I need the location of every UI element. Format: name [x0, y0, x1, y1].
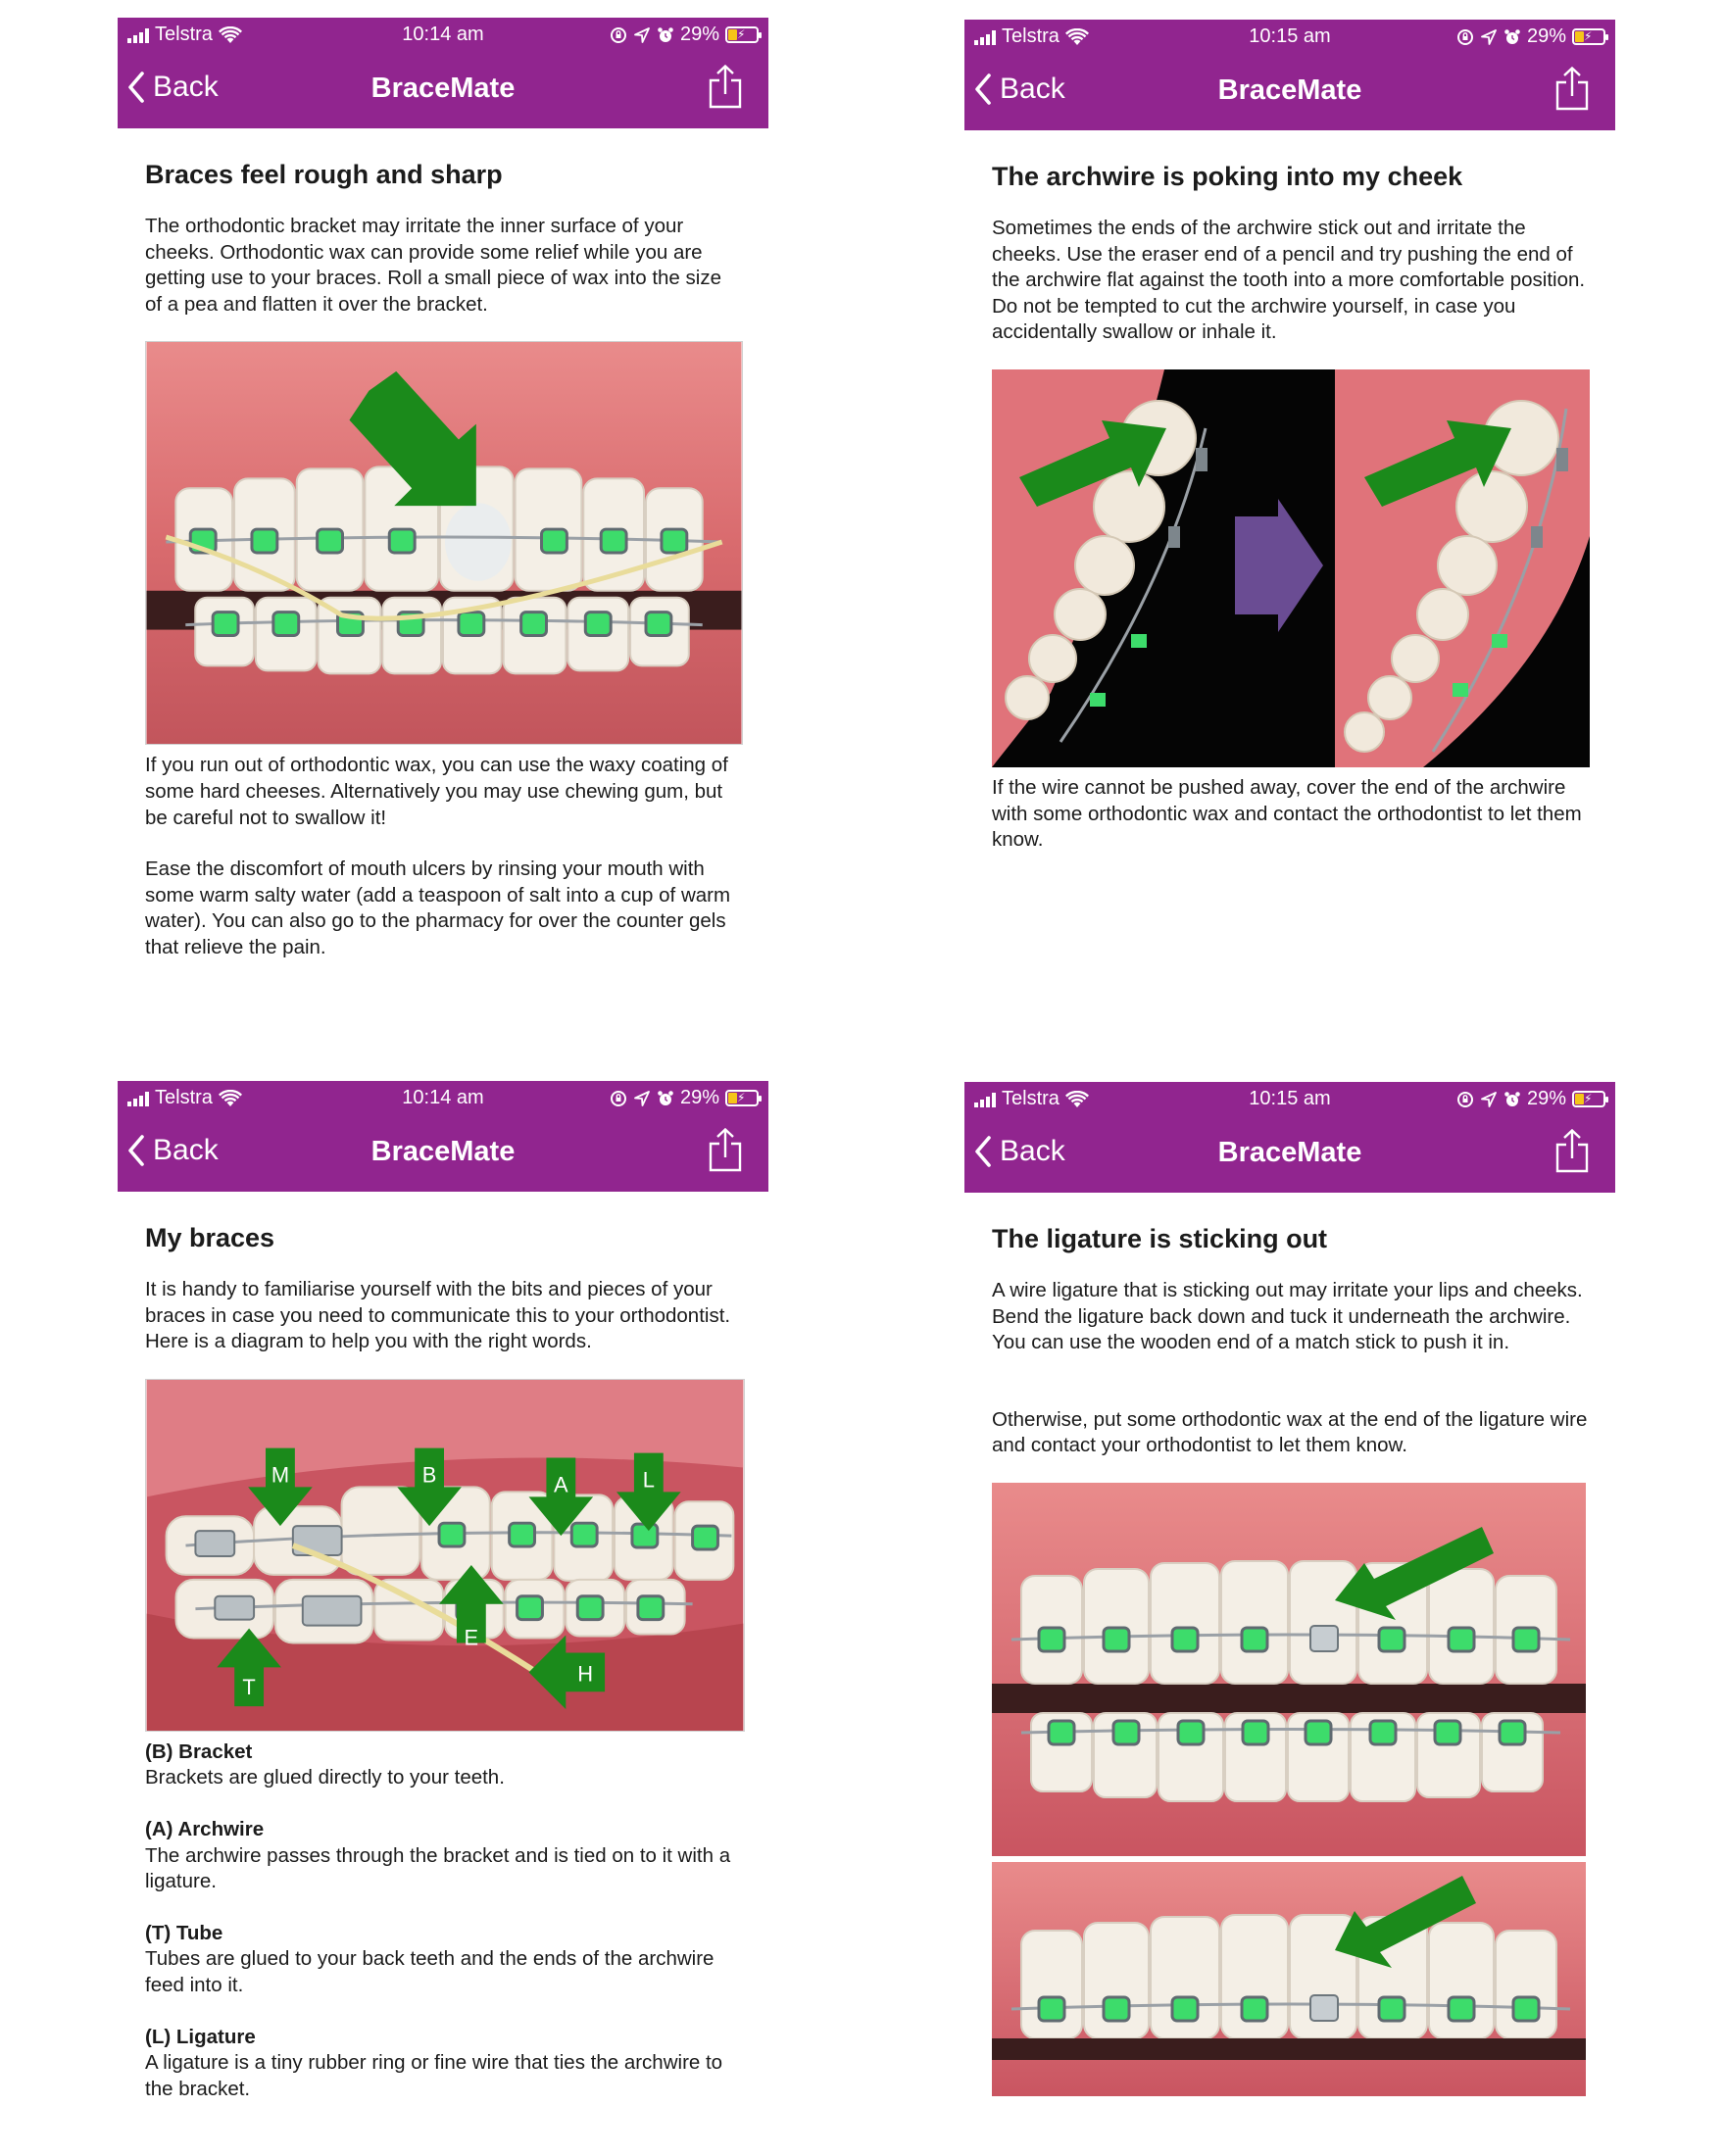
battery-charging-icon: ⚡	[725, 26, 759, 43]
label-b: B	[421, 1462, 437, 1488]
status-bar	[964, 1082, 1615, 1115]
nav-bar	[964, 53, 1615, 130]
back-label: Back	[1000, 73, 1065, 105]
app-header	[118, 1081, 768, 1192]
back-label: Back	[153, 71, 219, 103]
carrier-label: Telstra	[1002, 1088, 1060, 1109]
term-desc: Brackets are glued directly to your teeth.	[145, 1766, 505, 1789]
term-title: (T) Tube	[145, 1921, 223, 1944]
alarm-icon	[1503, 28, 1521, 46]
battery-percent: 29%	[1526, 25, 1566, 47]
term-title: (L) Ligature	[145, 2025, 256, 2048]
article-paragraph: If you run out of orthodontic wax, you can use the waxy coating of some hard cheeses. Alternatively you may use chewing gum, but be careful not to swallow it!	[145, 754, 728, 829]
status-bar	[118, 18, 768, 51]
article-paragraph: Otherwise, put some orthodontic wax at the end of the ligature wire and contact your orthodontist to let them know.	[992, 1407, 1588, 1457]
term-desc: Tubes are glued to your back teeth and the ends of the archwire feed into it.	[145, 1947, 715, 1996]
back-button[interactable]	[127, 71, 219, 104]
chevron-left-icon	[974, 73, 992, 106]
label-a: A	[554, 1472, 568, 1497]
carrier-label: Telstra	[155, 1087, 213, 1108]
alarm-icon	[657, 1090, 674, 1107]
article-paragraph: A wire ligature that is sticking out may irritate your lips and cheeks. Bend the ligature back down and tuck it underneath the archwire. You can use the wooden end of a match stick to push it in.	[992, 1279, 1583, 1354]
battery-charging-icon: ⚡	[1572, 1091, 1605, 1107]
share-icon[interactable]	[1554, 1129, 1590, 1174]
screen-my-braces	[118, 1081, 768, 2139]
nav-bar	[964, 1115, 1615, 1193]
braces-parts-diagram	[145, 1379, 745, 1732]
article-heading: The archwire is poking into my cheek	[992, 162, 1463, 191]
article	[145, 158, 743, 961]
term-block	[145, 2025, 743, 2103]
term-desc: A ligature is a tiny rubber ring or fine wire that ties the archwire to the bracket.	[145, 2051, 723, 2100]
archwire-before-after-photo	[992, 369, 1590, 767]
screen-rough-sharp	[118, 18, 768, 1076]
braces-wax-photo	[145, 341, 743, 745]
term-title: (B) Bracket	[145, 1740, 253, 1763]
back-button[interactable]	[127, 1134, 219, 1167]
carrier-label: Telstra	[1002, 25, 1060, 47]
app-title: BraceMate	[370, 1136, 516, 1167]
ligature-before-after-photos	[992, 1483, 1586, 2096]
status-time: 10:15 am	[1249, 1088, 1331, 1109]
label-m: M	[271, 1462, 290, 1488]
term-desc: The archwire passes through the bracket and is tied on to it with a ligature.	[145, 1843, 731, 1893]
battery-charging-icon: ⚡	[725, 1090, 759, 1106]
orientation-lock-icon	[610, 26, 627, 44]
app-header	[118, 18, 768, 128]
orientation-lock-icon	[1456, 28, 1474, 46]
label-t: T	[242, 1674, 256, 1699]
location-icon	[633, 26, 651, 44]
article-paragraph: Ease the discomfort of mouth ulcers by rinsing your mouth with some warm salty water (add a teaspoon of salt into a cup of warm water). You can also go to the pharmacy for over the counter gels that relieve the pain.	[145, 858, 731, 958]
label-l: L	[642, 1467, 655, 1493]
location-icon	[1480, 1091, 1498, 1108]
battery-percent: 29%	[679, 24, 719, 45]
article-heading: Braces feel rough and sharp	[145, 160, 503, 189]
app-title: BraceMate	[1217, 74, 1362, 106]
article-heading: The ligature is sticking out	[992, 1224, 1328, 1253]
label-e: E	[464, 1625, 479, 1650]
article-paragraph: The orthodontic bracket may irritate the inner surface of your cheeks. Orthodontic wax can provide some relief while you are getting use to your braces. Roll a small piece of wax into the size of a pea and flatten it over the bracket.	[145, 215, 721, 316]
article-paragraph: If the wire cannot be pushed away, cover the end of the archwire with some orthodontic wax and contact the orthodontist to let them know.	[992, 775, 1582, 852]
app-header	[964, 1082, 1615, 1193]
back-button[interactable]	[974, 73, 1065, 106]
orientation-lock-icon	[610, 1090, 627, 1107]
share-icon[interactable]	[708, 65, 743, 110]
app-title: BraceMate	[1217, 1137, 1362, 1168]
location-icon	[633, 1090, 651, 1107]
article-heading: My braces	[145, 1223, 275, 1252]
term-block	[145, 1921, 743, 1999]
back-label: Back	[1000, 1135, 1065, 1167]
battery-percent: 29%	[1526, 1088, 1566, 1109]
nav-bar	[118, 51, 768, 128]
share-icon[interactable]	[1554, 67, 1590, 112]
article	[145, 1221, 743, 2102]
orientation-lock-icon	[1456, 1091, 1474, 1108]
chevron-left-icon	[127, 1134, 145, 1167]
alarm-icon	[657, 26, 674, 44]
back-button[interactable]	[974, 1135, 1065, 1168]
term-block	[145, 1740, 743, 1791]
status-bar	[118, 1081, 768, 1114]
app-title: BraceMate	[370, 73, 516, 104]
battery-charging-icon: ⚡	[1572, 28, 1605, 45]
screen-ligature-sticking-out	[964, 1082, 1615, 2140]
status-time: 10:14 am	[402, 24, 484, 45]
app-header	[964, 20, 1615, 130]
status-time: 10:15 am	[1249, 25, 1331, 47]
article-intro: It is handy to familiarise yourself with the bits and pieces of your braces in case you need to communicate this to your orthodontist. Here is a diagram to help you with the right words.	[145, 1278, 731, 1353]
carrier-label: Telstra	[155, 24, 213, 45]
article	[992, 160, 1590, 854]
battery-percent: 29%	[679, 1087, 719, 1108]
alarm-icon	[1503, 1091, 1521, 1108]
status-time: 10:14 am	[402, 1087, 484, 1108]
back-label: Back	[153, 1134, 219, 1166]
nav-bar	[118, 1114, 768, 1192]
location-icon	[1480, 28, 1498, 46]
chevron-left-icon	[127, 71, 145, 104]
label-h: H	[577, 1661, 594, 1687]
screen-archwire-poking	[964, 20, 1615, 1078]
share-icon[interactable]	[708, 1128, 743, 1173]
term-block	[145, 1817, 743, 1895]
status-bar	[964, 20, 1615, 53]
article-paragraph: Sometimes the ends of the archwire stick out and irritate the cheeks. Use the eraser end of a pencil and try pushing the end of the archwire flat against the tooth into a more comfortable position. Do not be tempted to cut the archwire yourself, in case you accidentally swallow or inhale it.	[992, 217, 1586, 344]
chevron-left-icon	[974, 1135, 992, 1168]
article	[992, 1222, 1590, 2104]
term-title: (A) Archwire	[145, 1817, 265, 1840]
